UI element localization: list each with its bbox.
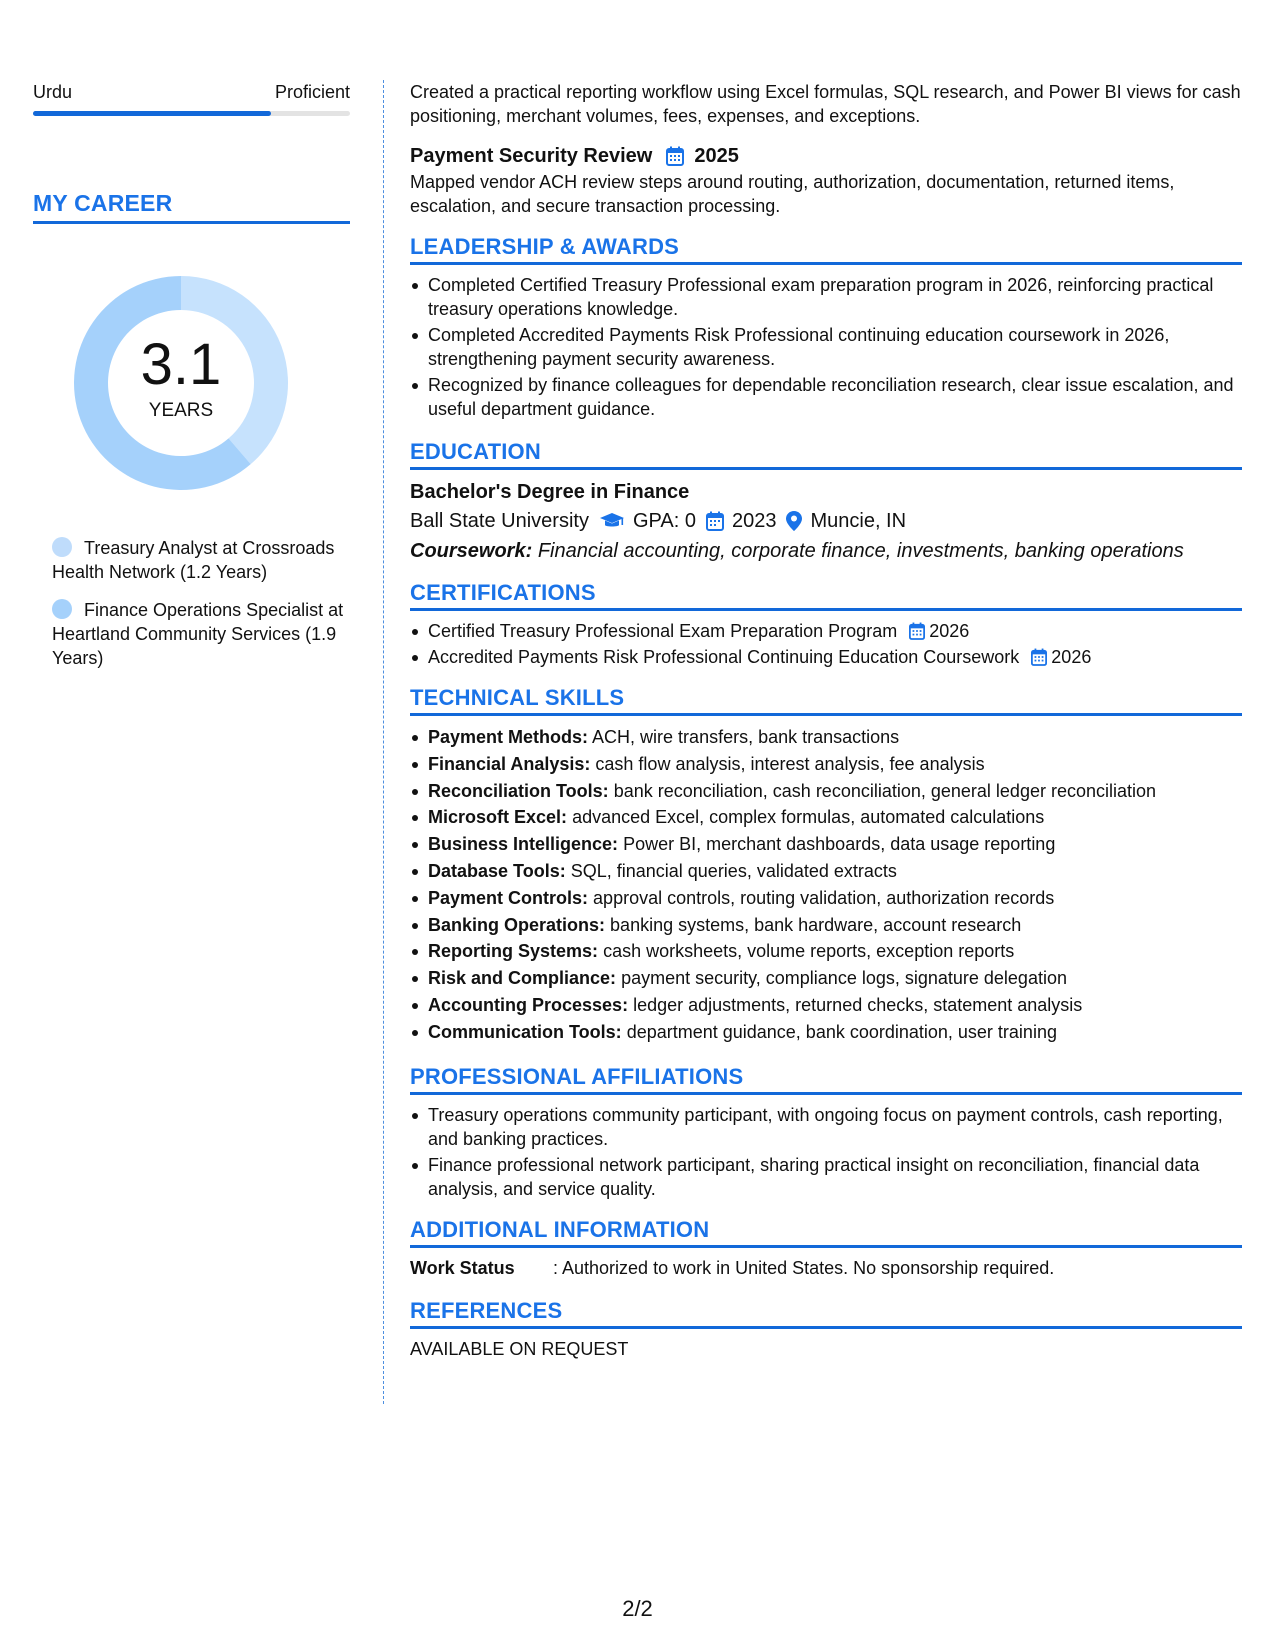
career-section-title: MY CAREER [33, 190, 350, 224]
certification-item [428, 619, 1242, 643]
education-school: Ball State University [410, 510, 589, 532]
skill-value: SQL, financial queries, validated extracts [570, 860, 897, 881]
skill-label: Accounting Processes: [428, 994, 629, 1015]
certification-name: Accredited Payments Risk Professional Continuing Education Coursework [428, 647, 1020, 667]
skill-value: ledger adjustments, returned checks, statement analysis [633, 994, 1083, 1015]
career-legend-label: Finance Operations Specialist at Heartland Community Services (1.9 Years) [52, 600, 344, 668]
education-location: Muncie, IN [810, 510, 907, 532]
skill-item [428, 724, 1242, 751]
skill-label: Reconciliation Tools: [428, 780, 609, 801]
education-meta [410, 506, 1242, 536]
work-status-value: : Authorized to work in United States. No sponsorship required. [553, 1257, 1055, 1278]
skill-label: Database Tools: [428, 860, 566, 881]
certifications-section-title: CERTIFICATIONS [410, 580, 1242, 611]
page-number: 2/2 [622, 1596, 653, 1621]
leadership-item: Recognized by finance colleagues for dependable reconciliation research, clear issue escalation, and useful department guidance. [428, 373, 1242, 421]
skill-item [428, 751, 1242, 778]
language-level: Proficient [274, 82, 350, 102]
skill-label: Reporting Systems: [428, 941, 599, 962]
leadership-list [410, 273, 1242, 421]
skill-item [428, 912, 1242, 939]
career-legend-item [33, 598, 350, 670]
left-column [33, 80, 350, 684]
skill-label: Microsoft Excel: [428, 807, 568, 828]
career-donut-chart [66, 268, 296, 498]
affiliation-item: Finance professional network participant, sharing practical insight on reconciliation, financial data analysis, and service quality. [428, 1153, 1242, 1201]
career-legend [33, 536, 350, 670]
leadership-section-title: LEADERSHIP & AWARDS [410, 234, 1242, 265]
skill-value: cash flow analysis, interest analysis, fee analysis [595, 753, 985, 774]
work-status-row [410, 1256, 1242, 1280]
project-description: Mapped vendor ACH review steps around routing, authorization, documentation, returned items, escalation, and secure transaction processing. [410, 172, 1175, 216]
certification-item [428, 645, 1242, 669]
language-progress-bar [33, 111, 350, 116]
leadership-item: Completed Certified Treasury Professional exam preparation program in 2026, reinforcing practical treasury operations knowledge. [428, 273, 1242, 321]
skill-label: Risk and Compliance: [428, 968, 617, 989]
skill-value: advanced Excel, complex formulas, automated calculations [572, 807, 1045, 828]
references-section-title: REFERENCES [410, 1298, 1242, 1329]
career-years-unit: YEARS [148, 400, 214, 421]
career-legend-label: Treasury Analyst at Crossroads Health Network (1.2 Years) [52, 538, 335, 582]
education-degree: Bachelor's Degree in Finance [410, 481, 690, 503]
calendar-icon [909, 622, 925, 640]
skill-item [428, 831, 1242, 858]
career-legend-item [33, 536, 350, 584]
coursework-label: Coursework: [410, 540, 533, 562]
skill-label: Business Intelligence: [428, 834, 619, 855]
language-item [33, 80, 350, 116]
certification-year: 2026 [929, 621, 970, 641]
certification-name: Certified Treasury Professional Exam Preparation Program [428, 621, 898, 641]
skill-value: cash worksheets, volume reports, exception reports [603, 941, 1015, 962]
skill-value: department guidance, bank coordination, user training [626, 1021, 1057, 1042]
skill-item [428, 1019, 1242, 1046]
language-progress-fill [33, 111, 271, 116]
project-title: Payment Security Review [410, 145, 653, 167]
calendar-icon [1031, 648, 1047, 666]
certifications-list [410, 619, 1242, 669]
references-text: AVAILABLE ON REQUEST [410, 1338, 629, 1359]
skills-section-title: TECHNICAL SKILLS [410, 685, 1242, 716]
certification-year: 2026 [1051, 647, 1092, 667]
affiliations-section-title: PROFESSIONAL AFFILIATIONS [410, 1064, 1242, 1095]
skill-item [428, 804, 1242, 831]
skill-item [428, 778, 1242, 805]
affiliation-item: Treasury operations community participant, with ongoing focus on payment controls, cash reporting, and banking practices. [428, 1103, 1242, 1151]
column-divider [383, 80, 384, 1404]
skill-value: ACH, wire transfers, bank transactions [592, 727, 900, 747]
coursework-text: Financial accounting, corporate finance, investments, banking operations [537, 540, 1184, 562]
legend-dot-icon [52, 599, 72, 619]
skills-list [410, 724, 1242, 1046]
skill-item [428, 885, 1242, 912]
skill-item [428, 938, 1242, 965]
skill-label: Payment Controls: [428, 887, 589, 908]
project-year: 2025 [694, 145, 739, 167]
affiliations-list [410, 1103, 1242, 1201]
project-heading [410, 142, 1242, 170]
education-gpa: GPA: 0 [632, 510, 696, 532]
education-section-title: EDUCATION [410, 439, 1242, 470]
skill-value: Power BI, merchant dashboards, data usage reporting [623, 834, 1056, 855]
education-year: 2023 [731, 510, 777, 532]
leadership-item: Completed Accredited Payments Risk Professional continuing education coursework in 2026, strengthening payment security awareness. [428, 323, 1242, 371]
skill-value: bank reconciliation, cash reconciliation, general ledger reconciliation [613, 780, 1157, 801]
skill-value: banking systems, bank hardware, account research [610, 914, 1022, 935]
additional-section-title: ADDITIONAL INFORMATION [410, 1217, 1242, 1248]
graduation-cap-icon [599, 512, 625, 530]
work-status-key: Work Status [410, 1257, 515, 1278]
right-column [410, 80, 1242, 1361]
education-coursework [410, 536, 1242, 566]
location-pin-icon [786, 511, 802, 531]
skill-item [428, 992, 1242, 1019]
skill-value: payment security, compliance logs, signature delegation [621, 968, 1067, 989]
skill-label: Banking Operations: [428, 914, 606, 935]
language-name: Urdu [33, 82, 73, 102]
legend-dot-icon [52, 537, 72, 557]
project-intro-text: Created a practical reporting workflow using Excel formulas, SQL research, and Power BI views for cash positioning, merchant volumes, fees, expenses, and exceptions. [410, 82, 1241, 126]
skill-item [428, 858, 1242, 885]
skill-item [428, 965, 1242, 992]
career-total-years: 3.1 [140, 332, 222, 397]
calendar-icon [666, 146, 684, 166]
skill-value: approval controls, routing validation, authorization records [593, 887, 1055, 908]
skill-label: Financial Analysis: [428, 753, 591, 774]
skill-label: Communication Tools: [428, 1021, 622, 1042]
skill-label: Payment Methods: [428, 727, 589, 747]
calendar-icon [706, 511, 724, 531]
